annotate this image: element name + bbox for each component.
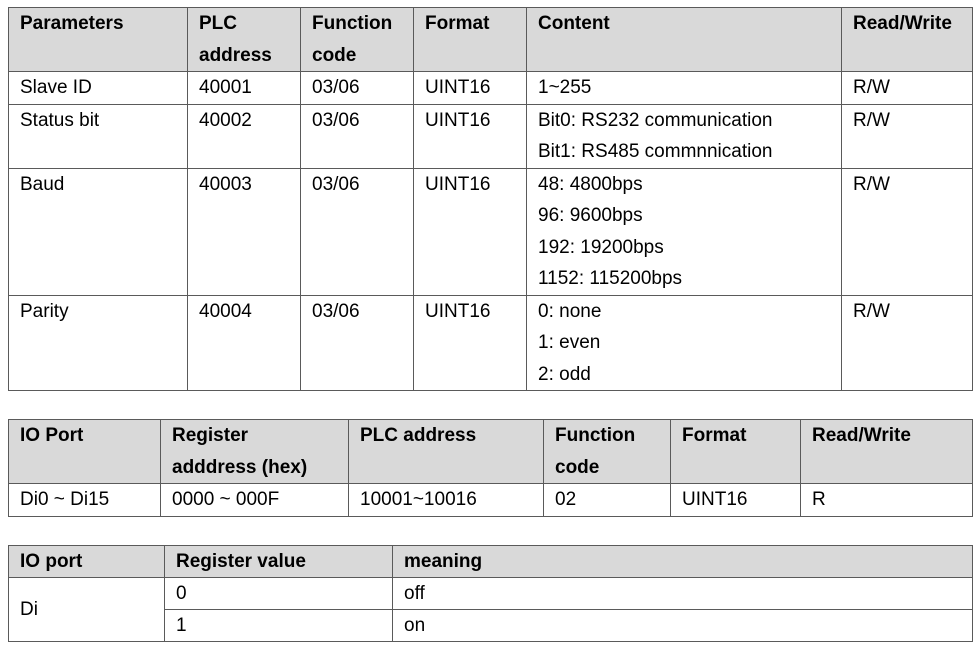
cell-plc-address: 40003: [188, 168, 301, 295]
cell-content-line: Bit1: RS485 commnnication: [538, 141, 773, 162]
register-value-table: [8, 545, 973, 642]
header-read-write: [801, 420, 973, 484]
cell-io-port: Di: [9, 578, 165, 642]
cell-content-line: 0: none: [538, 300, 602, 322]
cell-format: UINT16: [414, 168, 527, 295]
t1-header: [9, 8, 973, 72]
cell-content-line: 1~255: [538, 77, 592, 98]
table-row: [9, 72, 973, 105]
header-content: [527, 8, 842, 72]
cell-content-line: 1152: 115200bps: [538, 268, 683, 289]
cell-content: [527, 104, 842, 168]
header-plc-address-line: PLC address: [360, 425, 477, 446]
header-function-code-line: Function: [312, 13, 393, 34]
table-header-row: [9, 546, 973, 578]
table-row: [9, 104, 973, 168]
header-meaning: meaning: [393, 546, 973, 578]
cell-read-write: R/W: [842, 72, 973, 105]
header-function-code: [301, 8, 414, 72]
t2-header: [9, 420, 973, 484]
cell-format: UINT16: [414, 104, 527, 168]
cell-read-write: R/W: [842, 168, 973, 295]
cell-content-line: 48: 4800bps: [538, 173, 643, 195]
cell-parameter: Parity: [9, 295, 188, 391]
cell-io-port: Di0 ~ Di15: [9, 484, 161, 517]
cell-format: UINT16: [414, 72, 527, 105]
header-read-write: [842, 8, 973, 72]
cell-plc-address: 10001~10016: [349, 484, 544, 517]
header-register-address-line: Register: [172, 425, 249, 446]
t3-body: [9, 578, 973, 642]
cell-read-write: R: [801, 484, 973, 517]
cell-read-write: R/W: [842, 104, 973, 168]
header-read-write-line: Read/Write: [853, 13, 952, 34]
table-header-row: [9, 420, 973, 484]
modbus-parameters-table: [8, 7, 973, 391]
cell-format: UINT16: [414, 295, 527, 391]
header-parameters-line: Parameters: [20, 13, 124, 34]
cell-content: [527, 295, 842, 391]
cell-content-line: Bit0: RS232 communication: [538, 109, 773, 131]
cell-function-code: 03/06: [301, 295, 414, 391]
t3-header: [9, 546, 973, 578]
cell-function-code: 02: [544, 484, 671, 517]
header-register-value: Register value: [165, 546, 393, 578]
cell-content-line: 1: even: [538, 332, 601, 353]
cell-function-code: 03/06: [301, 168, 414, 295]
cell-content: [527, 168, 842, 295]
header-read-write-line: Read/Write: [812, 425, 911, 446]
cell-function-code: 03/06: [301, 104, 414, 168]
cell-register-value: 1: [165, 610, 393, 642]
header-function-code-line: code: [555, 456, 600, 478]
header-register-address: [161, 420, 349, 484]
header-io-port: [9, 420, 161, 484]
header-function-code-line: code: [312, 44, 357, 66]
header-format-line: Format: [682, 425, 747, 446]
cell-register-address: 0000 ~ 000F: [161, 484, 349, 517]
header-format: [414, 8, 527, 72]
table-row: [9, 484, 973, 517]
cell-format: UINT16: [671, 484, 801, 517]
header-plc-address-line: PLC: [199, 13, 237, 34]
cell-parameter: Status bit: [9, 104, 188, 168]
table-row: [9, 295, 973, 391]
table-row: [9, 168, 973, 295]
cell-function-code: 03/06: [301, 72, 414, 105]
cell-register-value: 0: [165, 578, 393, 610]
header-plc-address: [188, 8, 301, 72]
cell-read-write: R/W: [842, 295, 973, 391]
header-plc-address: [349, 420, 544, 484]
cell-parameter: Slave ID: [9, 72, 188, 105]
cell-meaning: off: [393, 578, 973, 610]
cell-plc-address: 40002: [188, 104, 301, 168]
t1-body: [9, 72, 973, 391]
cell-plc-address: 40001: [188, 72, 301, 105]
header-format: [671, 420, 801, 484]
cell-parameter: Baud: [9, 168, 188, 295]
cell-meaning: on: [393, 610, 973, 642]
header-function-code-line: Function: [555, 425, 636, 446]
cell-content-line: 96: 9600bps: [538, 205, 643, 226]
header-plc-address-line: address: [199, 44, 272, 66]
header-io-port-line: IO Port: [20, 425, 84, 446]
header-io-port: IO port: [9, 546, 165, 578]
header-format-line: Format: [425, 13, 490, 34]
t2-body: [9, 484, 973, 517]
table-row: [9, 578, 973, 610]
header-parameters: [9, 8, 188, 72]
cell-content: [527, 72, 842, 105]
cell-content-line: 192: 19200bps: [538, 236, 664, 258]
cell-content-line: 2: odd: [538, 363, 591, 385]
io-port-table: [8, 419, 973, 517]
table-header-row: [9, 8, 973, 72]
header-function-code: [544, 420, 671, 484]
header-register-address-line: adddress (hex): [172, 456, 308, 478]
cell-plc-address: 40004: [188, 295, 301, 391]
header-content-line: Content: [538, 13, 610, 34]
